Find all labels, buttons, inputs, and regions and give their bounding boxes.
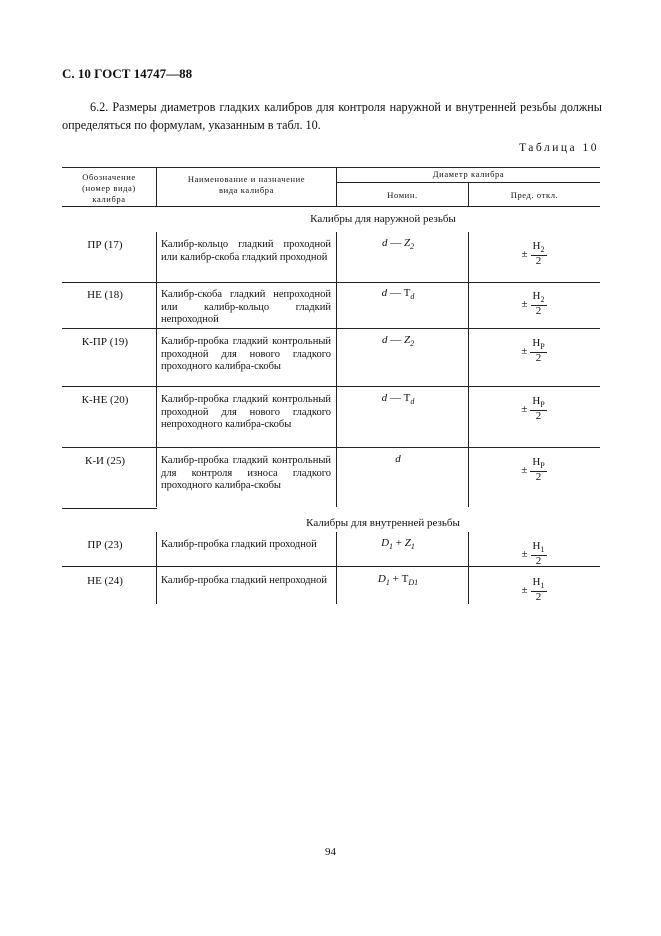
col-header-line: (номер вида) bbox=[82, 183, 136, 193]
row-name: Калибр-пробка гладкий контрольный проходной для нового гладкого непроходного калибра-скобы bbox=[161, 394, 331, 430]
nominal-term: T bbox=[403, 392, 411, 404]
deviation-fraction bbox=[531, 241, 547, 267]
row-name: Калибр-скоба гладкий непроходной или калибр-кольцо гладкий непроходной bbox=[161, 289, 331, 325]
numerator-sub: 2 bbox=[540, 295, 545, 305]
row-deviation-formula bbox=[470, 241, 598, 267]
row-nominal-formula bbox=[336, 573, 460, 587]
row-nominal-formula bbox=[336, 453, 460, 465]
row-name: Калибр-пробка гладкий непроходной bbox=[161, 575, 328, 586]
nominal-operator: — bbox=[390, 334, 402, 346]
row-rule bbox=[62, 328, 600, 329]
nominal-term: Z bbox=[403, 334, 411, 346]
fraction-numerator bbox=[531, 541, 547, 556]
fraction-denominator: 2 bbox=[535, 352, 542, 365]
plus-minus-sign: ± bbox=[521, 345, 528, 358]
col-header-name bbox=[157, 174, 336, 196]
row-code: ПР (23) bbox=[87, 539, 123, 551]
plus-minus-sign: ± bbox=[521, 584, 528, 597]
nominal-operator: — bbox=[389, 392, 401, 404]
row-nominal-formula bbox=[336, 287, 460, 301]
nominal-variable-sub: 1 bbox=[385, 578, 390, 588]
numerator-symbol: H bbox=[532, 456, 541, 468]
row-name: Калибр-кольцо гладкий проходной или калибр-скоба гладкий проходной bbox=[161, 239, 331, 263]
row-nominal-formula bbox=[336, 334, 460, 348]
column-rule bbox=[156, 232, 157, 507]
nominal-operator: + bbox=[392, 573, 399, 585]
column-rule bbox=[336, 232, 337, 507]
nominal-term: Z bbox=[403, 237, 411, 249]
nominal-term: T bbox=[401, 573, 409, 585]
row-nominal-formula bbox=[336, 392, 460, 406]
numerator-sub: P bbox=[540, 342, 545, 352]
group-heading-external: Калибры для наружной резьбы bbox=[310, 213, 456, 225]
nominal-variable: D bbox=[381, 537, 390, 549]
header-bottom-rule bbox=[62, 206, 600, 207]
row-deviation-formula bbox=[470, 457, 598, 483]
numerator-symbol: H bbox=[532, 540, 541, 552]
row-code: К-ПР (19) bbox=[81, 336, 129, 348]
nominal-variable: d bbox=[395, 453, 401, 465]
row-rule bbox=[62, 386, 600, 387]
row-code: НЕ (18) bbox=[87, 289, 123, 301]
nominal-variable-sub: 1 bbox=[389, 542, 394, 552]
col-header-diameter: Диаметр калибра bbox=[432, 169, 505, 179]
row-deviation-formula bbox=[470, 396, 598, 422]
table-top-rule bbox=[62, 167, 600, 168]
nominal-term-sub: 1 bbox=[410, 542, 415, 552]
plus-minus-sign: ± bbox=[521, 464, 528, 477]
row-nominal-formula bbox=[336, 237, 460, 251]
nominal-operator: — bbox=[390, 237, 402, 249]
page-header: С. 10 ГОСТ 14747—88 bbox=[62, 66, 193, 81]
intro-paragraph: 6.2. Размеры диаметров гладких калибров для контроля наружной и внутренней резьбы должны определяться по формулам, указанным в табл. 10. bbox=[62, 100, 602, 132]
row-nominal-formula bbox=[336, 537, 460, 551]
row-rule bbox=[62, 508, 157, 509]
nominal-term-sub: d bbox=[410, 397, 415, 407]
numerator-symbol: H bbox=[532, 290, 541, 302]
deviation-fraction bbox=[530, 338, 546, 364]
deviation-fraction bbox=[530, 457, 546, 483]
nominal-term: Z bbox=[404, 537, 411, 549]
nominal-operator: + bbox=[395, 537, 403, 549]
table-caption: Таблица 10 bbox=[519, 142, 599, 154]
plus-minus-sign: ± bbox=[521, 248, 528, 261]
nominal-term-sub: D1 bbox=[408, 578, 419, 588]
row-code: К-И (25) bbox=[84, 455, 126, 467]
numerator-sub: P bbox=[540, 400, 545, 410]
row-code: ПР (17) bbox=[87, 239, 123, 251]
nominal-term-sub: 2 bbox=[410, 339, 415, 349]
fraction-numerator bbox=[530, 396, 546, 411]
deviation-fraction bbox=[531, 577, 547, 603]
deviation-fraction bbox=[530, 396, 546, 422]
col-header-line: Наименование и назначение bbox=[187, 174, 306, 184]
col-header-designation bbox=[62, 172, 156, 205]
col-header-deviation: Пред. откл. bbox=[510, 190, 559, 200]
row-code: К-НЕ (20) bbox=[81, 394, 129, 406]
fraction-numerator bbox=[530, 457, 546, 472]
col-header-nominal: Номин. bbox=[387, 190, 418, 200]
row-rule bbox=[62, 282, 600, 283]
column-rule bbox=[468, 532, 469, 604]
nominal-variable: d bbox=[381, 392, 388, 404]
numerator-symbol: H bbox=[532, 337, 541, 349]
numerator-symbol: H bbox=[532, 395, 541, 407]
fraction-numerator bbox=[531, 241, 547, 256]
col-header-line: Обозначение bbox=[82, 172, 136, 182]
plus-minus-sign: ± bbox=[521, 298, 528, 311]
numerator-symbol: H bbox=[532, 240, 541, 252]
deviation-fraction bbox=[531, 541, 547, 567]
fraction-denominator: 2 bbox=[535, 305, 542, 318]
nominal-operator: — bbox=[389, 287, 401, 299]
nominal-variable: d bbox=[381, 237, 388, 249]
row-code: НЕ (24) bbox=[87, 575, 123, 587]
nominal-variable: D bbox=[377, 573, 386, 585]
numerator-symbol: H bbox=[532, 576, 541, 588]
column-rule bbox=[468, 232, 469, 507]
col-header-line: вида калибра bbox=[219, 185, 274, 195]
nominal-variable: d bbox=[381, 287, 388, 299]
plus-minus-sign: ± bbox=[521, 548, 528, 561]
fraction-numerator bbox=[531, 577, 547, 592]
row-name: Калибр-пробка гладкий контрольный проходной для нового гладкого проходного калибра-скобы bbox=[161, 336, 331, 372]
fraction-denominator: 2 bbox=[535, 555, 542, 568]
numerator-sub: 2 bbox=[540, 245, 545, 255]
row-deviation-formula bbox=[470, 338, 598, 364]
fraction-denominator: 2 bbox=[535, 471, 542, 484]
fraction-denominator: 2 bbox=[535, 591, 542, 604]
row-rule bbox=[62, 447, 600, 448]
fraction-numerator bbox=[530, 338, 546, 353]
numerator-sub: 1 bbox=[540, 545, 545, 555]
group-heading-internal: Калибры для внутренней резьбы bbox=[306, 517, 460, 529]
row-deviation-formula bbox=[470, 577, 598, 603]
nominal-term-sub: 2 bbox=[410, 242, 415, 252]
fraction-numerator bbox=[531, 291, 547, 306]
page-number: 94 bbox=[325, 846, 336, 858]
nominal-term-sub: d bbox=[410, 292, 415, 302]
numerator-sub: P bbox=[540, 461, 545, 471]
row-deviation-formula bbox=[470, 541, 598, 567]
col-header-line: калибра bbox=[92, 194, 126, 204]
deviation-fraction bbox=[531, 291, 547, 317]
numerator-sub: 1 bbox=[540, 581, 545, 591]
row-name: Калибр-пробка гладкий контрольный для контроля износа гладкого проходного калибра-скобы bbox=[161, 455, 331, 491]
nominal-variable: d bbox=[381, 334, 388, 346]
column-rule bbox=[156, 532, 157, 604]
nominal-term: T bbox=[403, 287, 411, 299]
fraction-denominator: 2 bbox=[535, 410, 542, 423]
row-deviation-formula bbox=[470, 291, 598, 317]
row-name: Калибр-пробка гладкий проходной bbox=[161, 539, 317, 550]
plus-minus-sign: ± bbox=[521, 403, 528, 416]
fraction-denominator: 2 bbox=[535, 255, 542, 268]
